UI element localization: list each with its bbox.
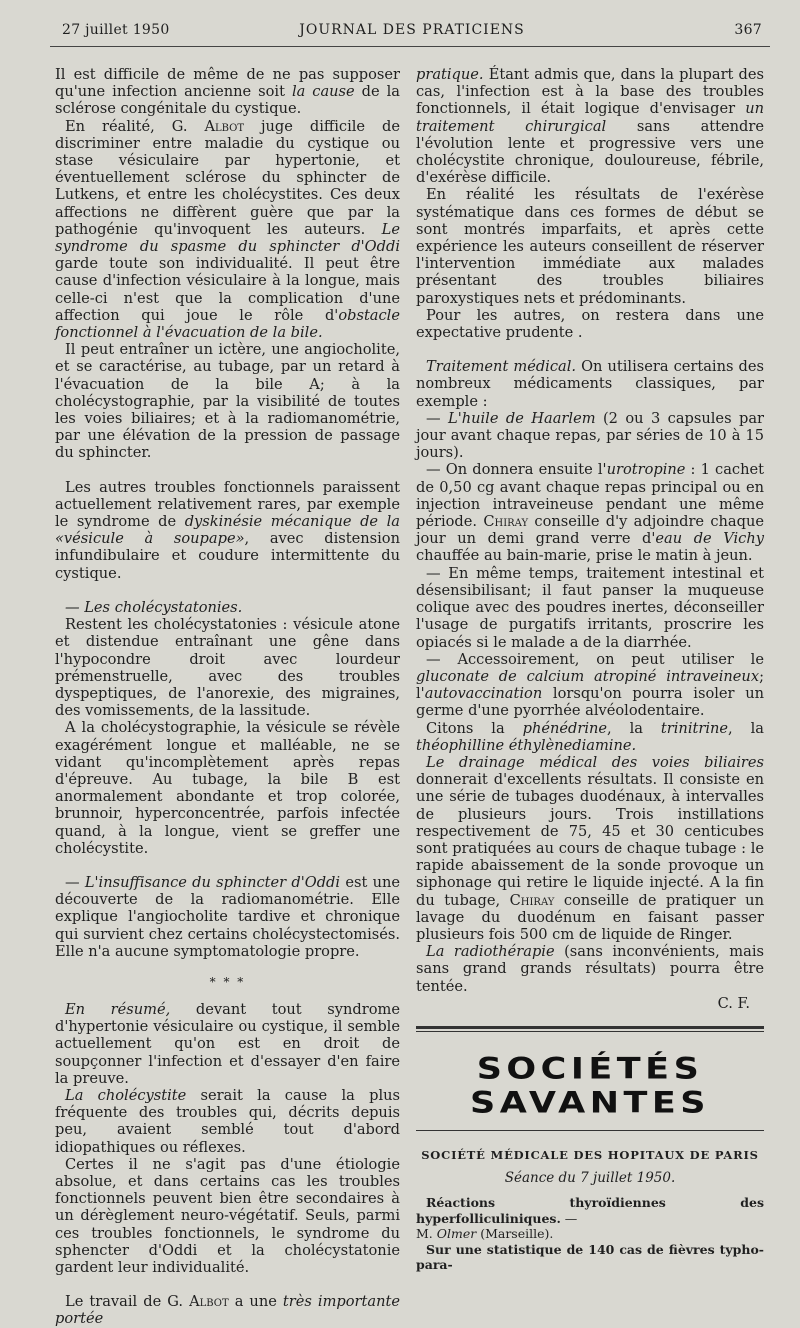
paragraph: A la cholécystographie, la vésicule se révèle exagérément longue et malléable, ne se vidant qu'incomplètement après repas d'épreuve. Au tubage, la bile B est anormalement abondante et trop colorée, brunnoir, hyperconcentrée, parfois infectée quand, à la longue, vient se greffer une cholécystite. [55, 719, 400, 857]
paragraph: Les autres troubles fonctionnels paraissent actuellement relativement rares, par exemple le syndrome de dyskinésie mécanique de la «vésicule à soupape», avec distension infundibulaire et coudure intermittente du cystique. [55, 478, 400, 582]
header-rule [50, 46, 770, 47]
society-name: SOCIÉTÉ MÉDICALE DES HOPITAUX DE PARIS [421, 1147, 759, 1162]
paragraph-gap [55, 582, 400, 599]
journal-title: JOURNAL DES PRATICIENS [299, 22, 525, 38]
communication-item: Réactions thyroïdiennes des hyperfolliculiniques. — [416, 1195, 764, 1226]
paragraph: La radiothérapie (sans inconvénients, mais sans grand grands résultats) pourra être tentée. [416, 943, 764, 995]
author-name: Chiray [509, 891, 555, 909]
session-date: Séance du 7 juillet 1950. [504, 1170, 676, 1187]
communication-author: M. Olmer (Marseille). [416, 1226, 554, 1242]
paragraph: Restent les cholécystatonies : vésicule atone et distendue entraînant une gêne dans l'hypocondre droit avec lourdeur prémenstruelle, avec des troubles dyspeptiques, de l'anorexie, des migraines, des vomissements, de la lassitude. [55, 616, 400, 720]
paragraph: En réalité, G. Albot juge difficile de discriminer entre maladie du cystique ou stase vésiculaire par hypertonie, et éventuellement sclérose du sphincter de Lutkens, et entre les cholécystites. Ces deux affections ne diffèrent guère que par la pathogénie qu'invoquent les auteurs. Le syndrome du spasme du sphincter d'Oddi garde toute son individualité. Il peut être cause d'infection vésiculaire à la longue, mais celle-ci n'est que la complication d'une affection qui joue le rôle d'obstacle fonctionnel à l'évacuation de la bile. [55, 117, 400, 342]
paragraph: Il est difficile de même de ne pas supposer qu'une infection ancienne soit la cause de la sclérose congénitale du cystique. [55, 66, 400, 118]
page-number: 367 [734, 22, 762, 38]
paragraph: — Accessoirement, on peut utiliser le gluconate de calcium atropiné intraveineux; l'autovaccination lorsqu'on pourra isoler un germe d'une pyorrhée alvéolodentaire. [416, 650, 764, 720]
subheading: — Les cholécystatonies. [65, 598, 243, 616]
section-rule-thick [416, 1026, 764, 1029]
section-rule-thin [416, 1031, 764, 1032]
author-signature: C. F. [717, 994, 750, 1012]
paragraph: La cholécystite serait la cause la plus fréquente des troubles qui, décrits depuis peu, avaient semblé tout d'abord idiopathiques ou réflexes. [55, 1086, 401, 1156]
author-name: Chiray [483, 513, 529, 531]
paragraph: Citons la phénédrine, la trinitrine, la théophilline éthylènediamine. [416, 719, 764, 754]
paragraph: En réalité les résultats de l'exérèse systématique dans ces formes de début se sont montrés imparfaits, et après cette expérience les auteurs conseillent de réserver l'intervention immédiate aux malades présentant des troubles biliaires paroxystiques nets et prédominants. [416, 186, 764, 307]
paragraph: Il peut entraîner un ictère, une angiocholite, et se caractérise, au tubage, par un retard à l'évacuation de la bile A; à la cholécystographie, par la visibilité de toutes les voies biliaires; et à la radiomanométrie, par une élévation de la pression de passage du sphincter. [55, 341, 400, 462]
paragraph-gap [55, 462, 400, 479]
paragraph: Traitement médical. On utilisera certains des nombreux médicaments classiques, par exemple : [416, 358, 764, 410]
paragraph: — En même temps, traitement intestinal et désensibilisant; il faut panser la muqueuse colique avec des poudres inertes, déconseiller l'usage de purgatifs irritants, proscrire les opiacés si le malade a de la diarrhée. [416, 564, 764, 651]
section-title: SOCIÉTÉS SAVANTES [469, 1051, 710, 1120]
left-column [55, 66, 400, 1328]
running-head [62, 22, 762, 44]
paragraph-gap [55, 857, 400, 874]
paragraph-gap [55, 1276, 400, 1293]
communication-item: Sur une statistique de 140 cas de fièvres typho-para- [416, 1241, 764, 1273]
author-name: Albot [189, 1293, 229, 1311]
paragraph: pratique. Étant admis que, dans la plupart des cas, l'infection est à la base des troubles fonctionnels, il était logique d'envisager un traitement chirurgical sans attendre l'évolution lente et progressive vers une cholécystite chronique, douloureuse, fébrile, d'exérèse difficile. [416, 66, 765, 187]
paragraph: — On donnera ensuite l'urotropine : 1 cachet de 0,50 cg avant chaque repas principal ou en injection intraveineuse pendant une même période. Chiray conseille d'y adjoindre chaque jour un demi grand verre d'eau de Vichy chauffée au bain-marie, prise le matin à jeun. [416, 461, 765, 565]
author-name: Albot [204, 117, 245, 135]
paragraph-gap [416, 341, 764, 358]
right-column [416, 66, 764, 1273]
section-rule-under [416, 1130, 764, 1131]
paragraph: Le drainage médical des voies biliaires donnerait d'excellents résultats. Il consiste en une série de tubages duodénaux, à intervalles de plusieurs jours. Trois instillations respectivement de 75, 45 et 30 centicubes sont pratiquées au cours de chaque tubage : le rapide abaissement de la sonde provoque un siphonage qui retire le liquide injecté. A la fin du tubage, Chiray conseille de pratiquer un lavage du duodénum en faisant passer plusieurs fois 500 cm de liquide de Ringer. [416, 753, 764, 943]
paragraph: — L'huile de Haarlem (2 ou 3 capsules par jour avant chaque repas, par séries de 10 à 15 jours). [416, 409, 764, 462]
paragraph: Le travail de G. Albot a une très importante portée [55, 1293, 400, 1328]
paragraph: Pour les autres, on restera dans une expectative prudente . [416, 306, 764, 342]
section-asterism: * * * [209, 974, 246, 989]
paragraph: Certes il ne s'agit pas d'une étiologie absolue, et dans certains cas les troubles fonctionnels peuvent bien être secondaires à un dérèglement neuro-végétatif. Seuls, parmi ces troubles fonctionnels, le syndrome du sphencter d'Oddi et la cholécystatonie gardent leur individualité. [55, 1155, 400, 1276]
paragraph: — L'insuffisance du sphincter d'Oddi est une découverte de la radiomanométrie. Elle explique l'angiocholite tardive et chronique qui survient chez certains cholécystectomisés. Elle n'a aucune symptomatologie propre. [55, 873, 401, 960]
issue-date: 27 juillet 1950 [62, 22, 170, 38]
paragraph: En résumé, devant tout syndrome d'hypertonie vésiculaire ou cystique, il semble actuellement qu'on est en droit de soupçonner l'infection et d'essayer d'en faire la preuve. [55, 1000, 400, 1087]
